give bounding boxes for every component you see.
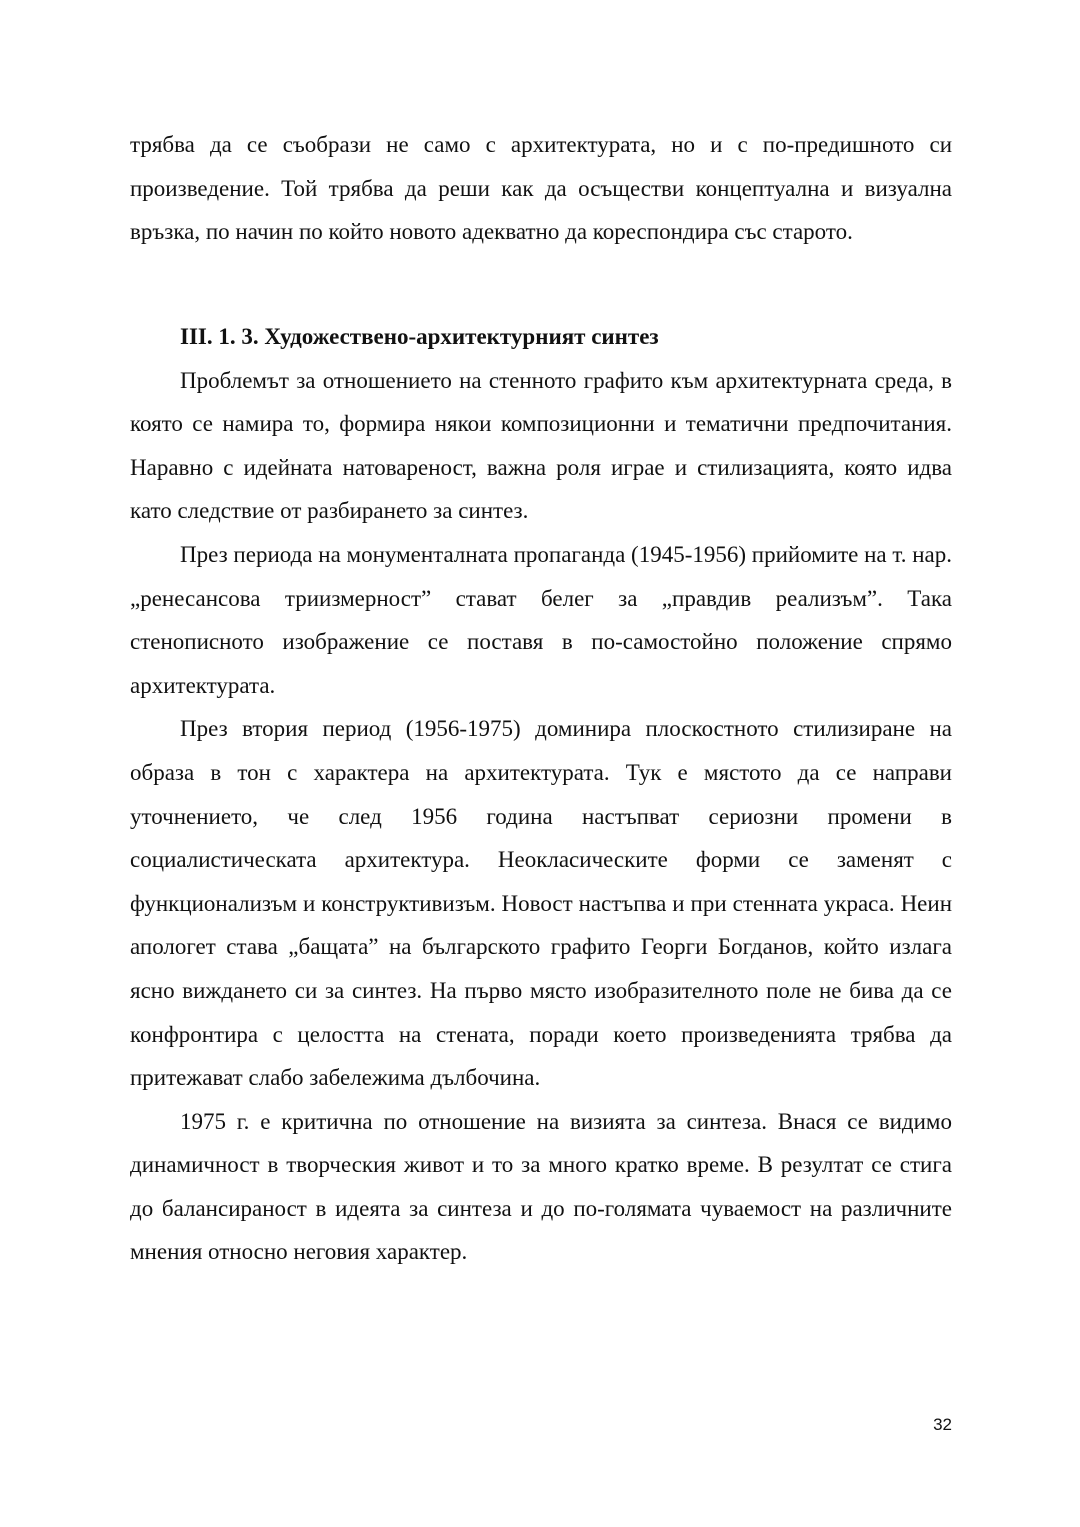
paragraph-2: През периода на монументалната пропаганда (1945-1956) прийомите на т. нар. „ренесансова триизмерност” стават белег за „правдив реализъм”. Така стенописното изображение се поставя в по-самостойно положение спрямо архитектурата. [130,541,952,698]
section-body [130,315,952,1274]
body-text-top [130,123,952,254]
page-number: 32 [933,1415,952,1434]
paragraph-4: 1975 г. е критична по отношение на визията за синтеза. Внася се видимо динамичност в творческия живот и то за много кратко време. В резултат се стига до балансираност в идеята за синтеза и до по-голямата чуваемост на различните мнения относно неговия характер. [130,1108,952,1265]
paragraph-1: Проблемът за отношението на стенното графито към архитектурната среда, в която се намира то, формира някои композиционни и тематични предпочитания. Наравно с идейната натовареност, важна роля играе и стилизацията, която идва като следствие от разбирането за синтез. [130,367,952,524]
section-heading: III. 1. 3. Художествено-архитектурният синтез [180,324,659,349]
paragraph-3: През втория период (1956-1975) доминира плоскостното стилизиране на образа в тон с характера на архитектурата. Тук е мястото да се направи уточнението, че след 1956 година настъпват сериозни промени в социалистическата архитектура. Неокласическите форми се заменят с функционализъм и конструктивизъм. Новост настъпва и при стенната украса. Неин апологет става „бащата” на българското графито Георги Богданов, който излага ясно виждането си за синтез. На първо място изобразителното поле не бива да се конфронтира с целостта на стената, поради което произведенията трябва да притежават слабо забележима дълбочина. [130,716,952,1091]
continuation-paragraph: трябва да се съобрази не само с архитектурата, но и с по-предишното си произведение. Той трябва да реши как да осъществи концептуална и визуална връзка, по начин по който новото адекватно да кореспондира със старото. [130,132,952,245]
